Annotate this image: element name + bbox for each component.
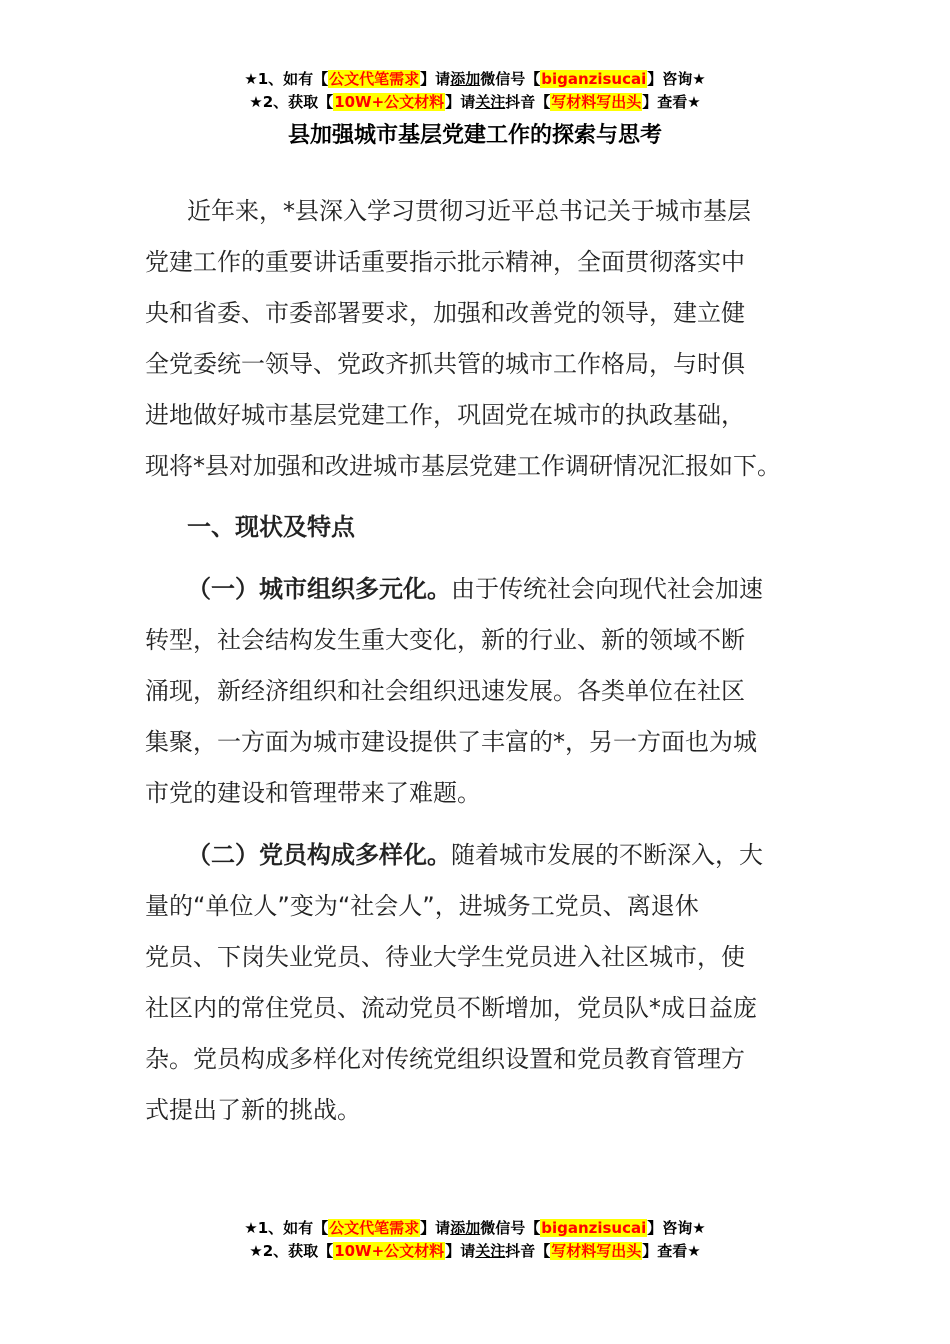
banner-text: 】请 xyxy=(420,1219,451,1237)
banner-highlight: 10W+公文材料 xyxy=(334,1242,445,1260)
banner-text: ★1、如有【 xyxy=(244,70,329,88)
text-line: 式提出了新的挑战。 xyxy=(145,1096,361,1124)
point-text: 随着城市发展的不断深入，大 xyxy=(451,841,763,869)
text-line xyxy=(145,830,805,881)
text-line: 党建工作的重要讲话重要指示批示精神，全面贯彻落实中 xyxy=(145,248,745,276)
text-line: 党员、下岗失业党员、待业大学生党员进入社区城市，使 xyxy=(145,943,745,971)
banner-line-1 xyxy=(0,68,950,91)
point-lead: （一）城市组织多元化。 xyxy=(187,575,451,603)
banner-highlight-wechat-id: biganzisucai xyxy=(541,1219,647,1237)
banner-text: 】查看★ xyxy=(642,93,701,111)
point-text: 由于传统社会向现代社会加速 xyxy=(451,575,763,603)
text-line: 涌现，新经济组织和社会组织迅速发展。各类单位在社区 xyxy=(145,677,745,705)
point-lead: （二）党员构成多样化。 xyxy=(187,841,451,869)
banner-underlined-text: 添加 xyxy=(450,1219,481,1237)
section-heading xyxy=(145,502,805,553)
point-2-paragraph xyxy=(145,830,805,1136)
text-line: 全党委统一领导、党政齐抓共管的城市工作格局，与时俱 xyxy=(145,350,745,378)
banner-text: 微信号【 xyxy=(480,70,541,88)
banner-text: 微信号【 xyxy=(480,1219,541,1237)
banner-text: 】请 xyxy=(420,70,451,88)
banner-text: ★2、获取【 xyxy=(249,93,334,111)
text-line: 进地做好城市基层党建工作，巩固党在城市的执政基础， xyxy=(145,401,745,429)
banner-text: 】咨询★ xyxy=(647,1219,706,1237)
banner-underlined-text: 添加 xyxy=(450,70,481,88)
intro-paragraph xyxy=(145,186,805,492)
text-line xyxy=(145,564,805,615)
banner-highlight-douyin: 写材料写出头 xyxy=(551,93,642,111)
banner-text: 】咨询★ xyxy=(647,70,706,88)
banner-highlight: 公文代笔需求 xyxy=(329,70,420,88)
banner-text: ★1、如有【 xyxy=(244,1219,329,1237)
text-line: 杂。党员构成多样化对传统党组织设置和党员教育管理方 xyxy=(145,1045,745,1073)
text-line: 现将*县对加强和改进城市基层党建工作调研情况汇报如下。 xyxy=(145,452,781,480)
banner-text: ★2、获取【 xyxy=(249,1242,334,1260)
text-line: 社区内的常住党员、流动党员不断增加，党员队*成日益庞 xyxy=(145,994,757,1022)
text-line: 转型，社会结构发生重大变化，新的行业、新的领域不断 xyxy=(145,626,745,654)
banner-highlight: 公文代笔需求 xyxy=(329,1219,420,1237)
banner-text: 】请 xyxy=(445,93,476,111)
banner-highlight: 10W+公文材料 xyxy=(334,93,445,111)
banner-text: 抖音【 xyxy=(505,1242,551,1260)
banner-highlight-douyin: 写材料写出头 xyxy=(551,1242,642,1260)
banner-text: 】请 xyxy=(445,1242,476,1260)
banner-line-2 xyxy=(0,91,950,114)
banner-text: 】查看★ xyxy=(642,1242,701,1260)
banner-line-1 xyxy=(0,1217,950,1240)
banner-line-2 xyxy=(0,1240,950,1263)
section-heading-text: 一、现状及特点 xyxy=(187,513,355,541)
banner-text: 抖音【 xyxy=(505,93,551,111)
banner-underlined-text: 关注 xyxy=(475,93,506,111)
text-line: 近年来，*县深入学习贯彻习近平总书记关于城市基层 xyxy=(187,197,751,225)
text-line: 市党的建设和管理带来了难题。 xyxy=(145,779,481,807)
bottom-banner xyxy=(0,1217,950,1263)
text-line: 量的“单位人”变为“社会人”，进城务工党员、离退休 xyxy=(145,892,699,920)
text-line: 集聚，一方面为城市建设提供了丰富的*，另一方面也为城 xyxy=(145,728,757,756)
point-1-paragraph xyxy=(145,564,805,819)
banner-underlined-text: 关注 xyxy=(475,1242,506,1260)
document-title: 县加强城市基层党建工作的探索与思考 xyxy=(287,123,662,148)
top-banner xyxy=(0,68,950,114)
text-line: 央和省委、市委部署要求，加强和改善党的领导，建立健 xyxy=(145,299,745,327)
banner-highlight-wechat-id: biganzisucai xyxy=(541,70,647,88)
